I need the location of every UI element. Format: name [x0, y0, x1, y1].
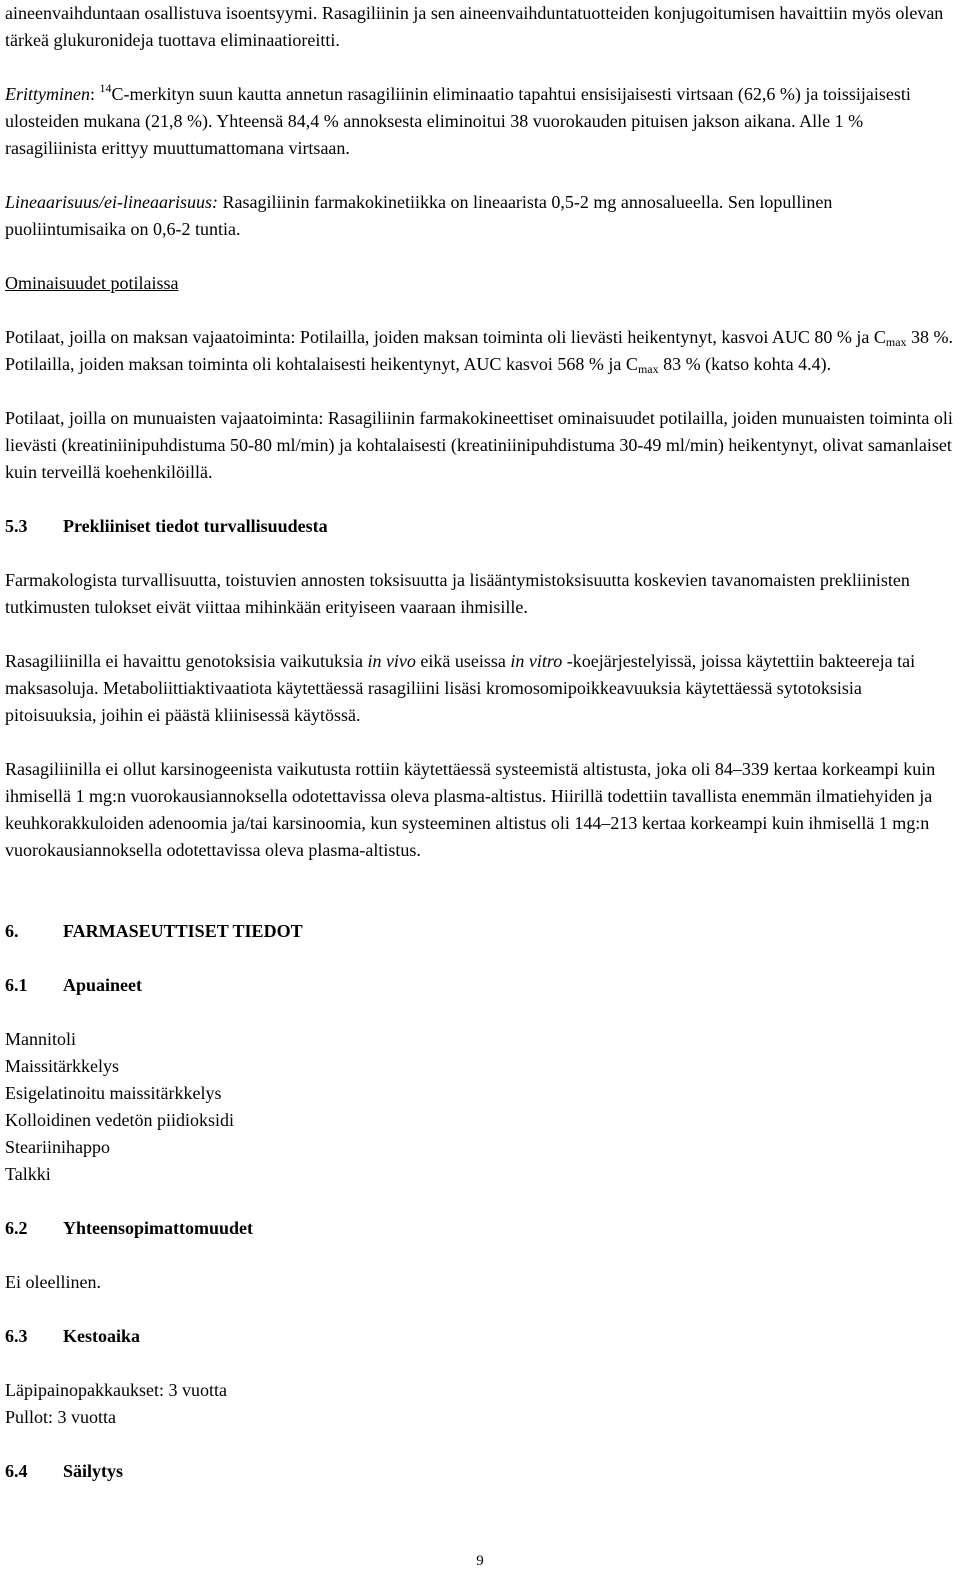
paragraph-text: 83 % (katso kohta 4.4). [658, 354, 832, 374]
section-heading-6 [5, 918, 955, 945]
paragraph-linearity [5, 189, 955, 243]
paragraph-text: 38 %. Potilailla, joiden maksan toiminta oli kohtalaisesti heikentynyt, AUC kasvoi 568 % ja C [5, 327, 954, 374]
paragraph-text: Potilaat, joilla on maksan vajaatoiminta: Potilailla, joiden maksan toiminta oli lievästi heikentynyt, kasvoi AUC 80 % ja C [5, 327, 886, 347]
section-number: 5.3 [5, 516, 28, 536]
section-title: Yhteensopimattomuudet [63, 1218, 254, 1238]
paragraph-text: eikä useissa [415, 651, 511, 671]
list-item: Mannitoli [5, 1029, 76, 1049]
paragraph-renal-impairment [5, 405, 955, 486]
section-heading-6-3 [5, 1323, 955, 1350]
paragraph-genotoxicity [5, 648, 955, 729]
list-item: Esigelatinoitu maissitärkkelys [5, 1083, 222, 1103]
paragraph-text: Rasagiliinin farmakokinetiikka on lineaarista 0,5-2 mg annosalueella. Sen lopullinen puoliintumisaika on 0,6-2 tuntia. [5, 192, 833, 239]
italic-in-vitro: in vitro [510, 651, 563, 671]
excipient-list [5, 1026, 955, 1188]
section-title: Prekliiniset tiedot turvallisuudesta [63, 516, 328, 536]
list-item: Pullot: 3 vuotta [5, 1407, 117, 1427]
list-item: Steariinihappo [5, 1137, 110, 1157]
linearity-label: Lineaarisuus/ei-lineaarisuus: [5, 192, 219, 212]
subheading-patient-characteristics [5, 270, 955, 297]
section-heading-5-3 [5, 513, 955, 540]
paragraph-excretion [5, 81, 955, 162]
section-title: Apuaineet [63, 975, 143, 995]
subheading-text: Ominaisuudet potilaissa [5, 273, 179, 293]
paragraph-hepatic-impairment [5, 324, 955, 378]
isotope-superscript: 14 [99, 81, 112, 95]
excretion-colon: : [89, 84, 100, 104]
paragraph-preclinical-safety [5, 567, 955, 621]
paragraph-text: Rasagiliinilla ei ollut karsinogeenista vaikutusta rottiin käytettäessä systeemistä altistusta, joka oli 84–339 kertaa korkeampi kuin ihmisellä 1 mg:n vuorokausiannoksella odotettavissa oleva plasma-altistus. Hiirillä todettiin tavallista enemmän ilmatiehyiden ja keuhkorakkuloiden adenoomia ja/tai karsinoomia, kun systeeminen altistus oli 144–213 kertaa korkeampi kuin ihmisellä 1 mg:n vuorokausiannoksella odotettavissa oleva plasma-altistus. [5, 759, 936, 860]
section-number: 6. [5, 921, 19, 941]
paragraph-text: Potilaat, joilla on munuaisten vajaatoiminta: Rasagiliinin farmakokineettiset ominaisuudet potilailla, joiden munuaisten toiminta oli lievästi (kreatiniinipuhdistuma 50-80 ml/min) ja kohtalaisesti (kreatiniinipuhdistuma 30-49 ml/min) heikentynyt, olivat samanlaiset kuin terveillä koehenkilöillä. [5, 408, 953, 482]
section-number: 6.1 [5, 975, 28, 995]
section-title: Säilytys [63, 1461, 124, 1481]
paragraph-text: C-merkityn suun kautta annetun rasagiliinin eliminaatio tapahtui ensisijaisesti virtsaan (62,6 %) ja toissijaisesti ulosteiden mukana (21,8 %). Yhteensä 84,4 % annoksesta eliminoitui 38 vuorokauden pituisen jakson aikana. Alle 1 % rasagiliinista erittyy muuttumattomana virtsaan. [5, 84, 911, 158]
section-number: 6.2 [5, 1218, 28, 1238]
list-item: Maissitärkkelys [5, 1056, 119, 1076]
section-heading-6-2 [5, 1215, 955, 1242]
paragraph-metabolism-continued [5, 0, 955, 54]
subscript-max: max [885, 335, 907, 349]
paragraph-carcinogenicity [5, 756, 955, 864]
section-number: 6.3 [5, 1326, 28, 1346]
list-item: Kolloidinen vedetön piidioksidi [5, 1110, 234, 1130]
italic-in-vivo: in vivo [367, 651, 416, 671]
section-number: 6.4 [5, 1461, 28, 1481]
list-item: Läpipainopakkaukset: 3 vuotta [5, 1380, 227, 1400]
paragraph-text: Farmakologista turvallisuutta, toistuvien annosten toksisuutta ja lisääntymistoksisuutta koskevien tavanomaisten prekliinisten tutkimusten tulokset eivät viittaa mihinkään erityiseen vaaraan ihmisille. [5, 570, 910, 617]
subscript-max: max [637, 362, 659, 376]
page-number: 9 [476, 1553, 484, 1569]
list-item: Talkki [5, 1164, 51, 1184]
section-title: Kestoaika [63, 1326, 141, 1346]
document-page [5, 0, 955, 1485]
excretion-label: Erittyminen [5, 84, 90, 104]
paragraph-text: Ei oleellinen. [5, 1272, 101, 1292]
shelf-life-list [5, 1377, 955, 1431]
section-heading-6-1 [5, 972, 955, 999]
section-title: FARMASEUTTISET TIEDOT [63, 921, 303, 941]
paragraph-text: Rasagiliinilla ei havaittu genotoksisia vaikutuksia [5, 651, 368, 671]
paragraph-text: aineenvaihduntaan osallistuva isoentsyymi. Rasagiliinin ja sen aineenvaihduntatuotteiden konjugoitumisen havaittiin myös olevan tärkeä glukuronideja tuottava eliminaatioreitti. [5, 3, 944, 50]
paragraph-incompatibilities [5, 1269, 955, 1296]
paragraph-text: -koejärjestelyissä, joissa käytettiin bakteereja tai maksasoluja. Metaboliittiaktivaatiota käytettäessä rasagiliini lisäsi kromosomipoikkeavuuksia käytettäessä sytotoksisia pitoisuuksia, joihin ei päästä kliinisessä käytössä. [5, 651, 916, 725]
section-heading-6-4 [5, 1458, 955, 1485]
